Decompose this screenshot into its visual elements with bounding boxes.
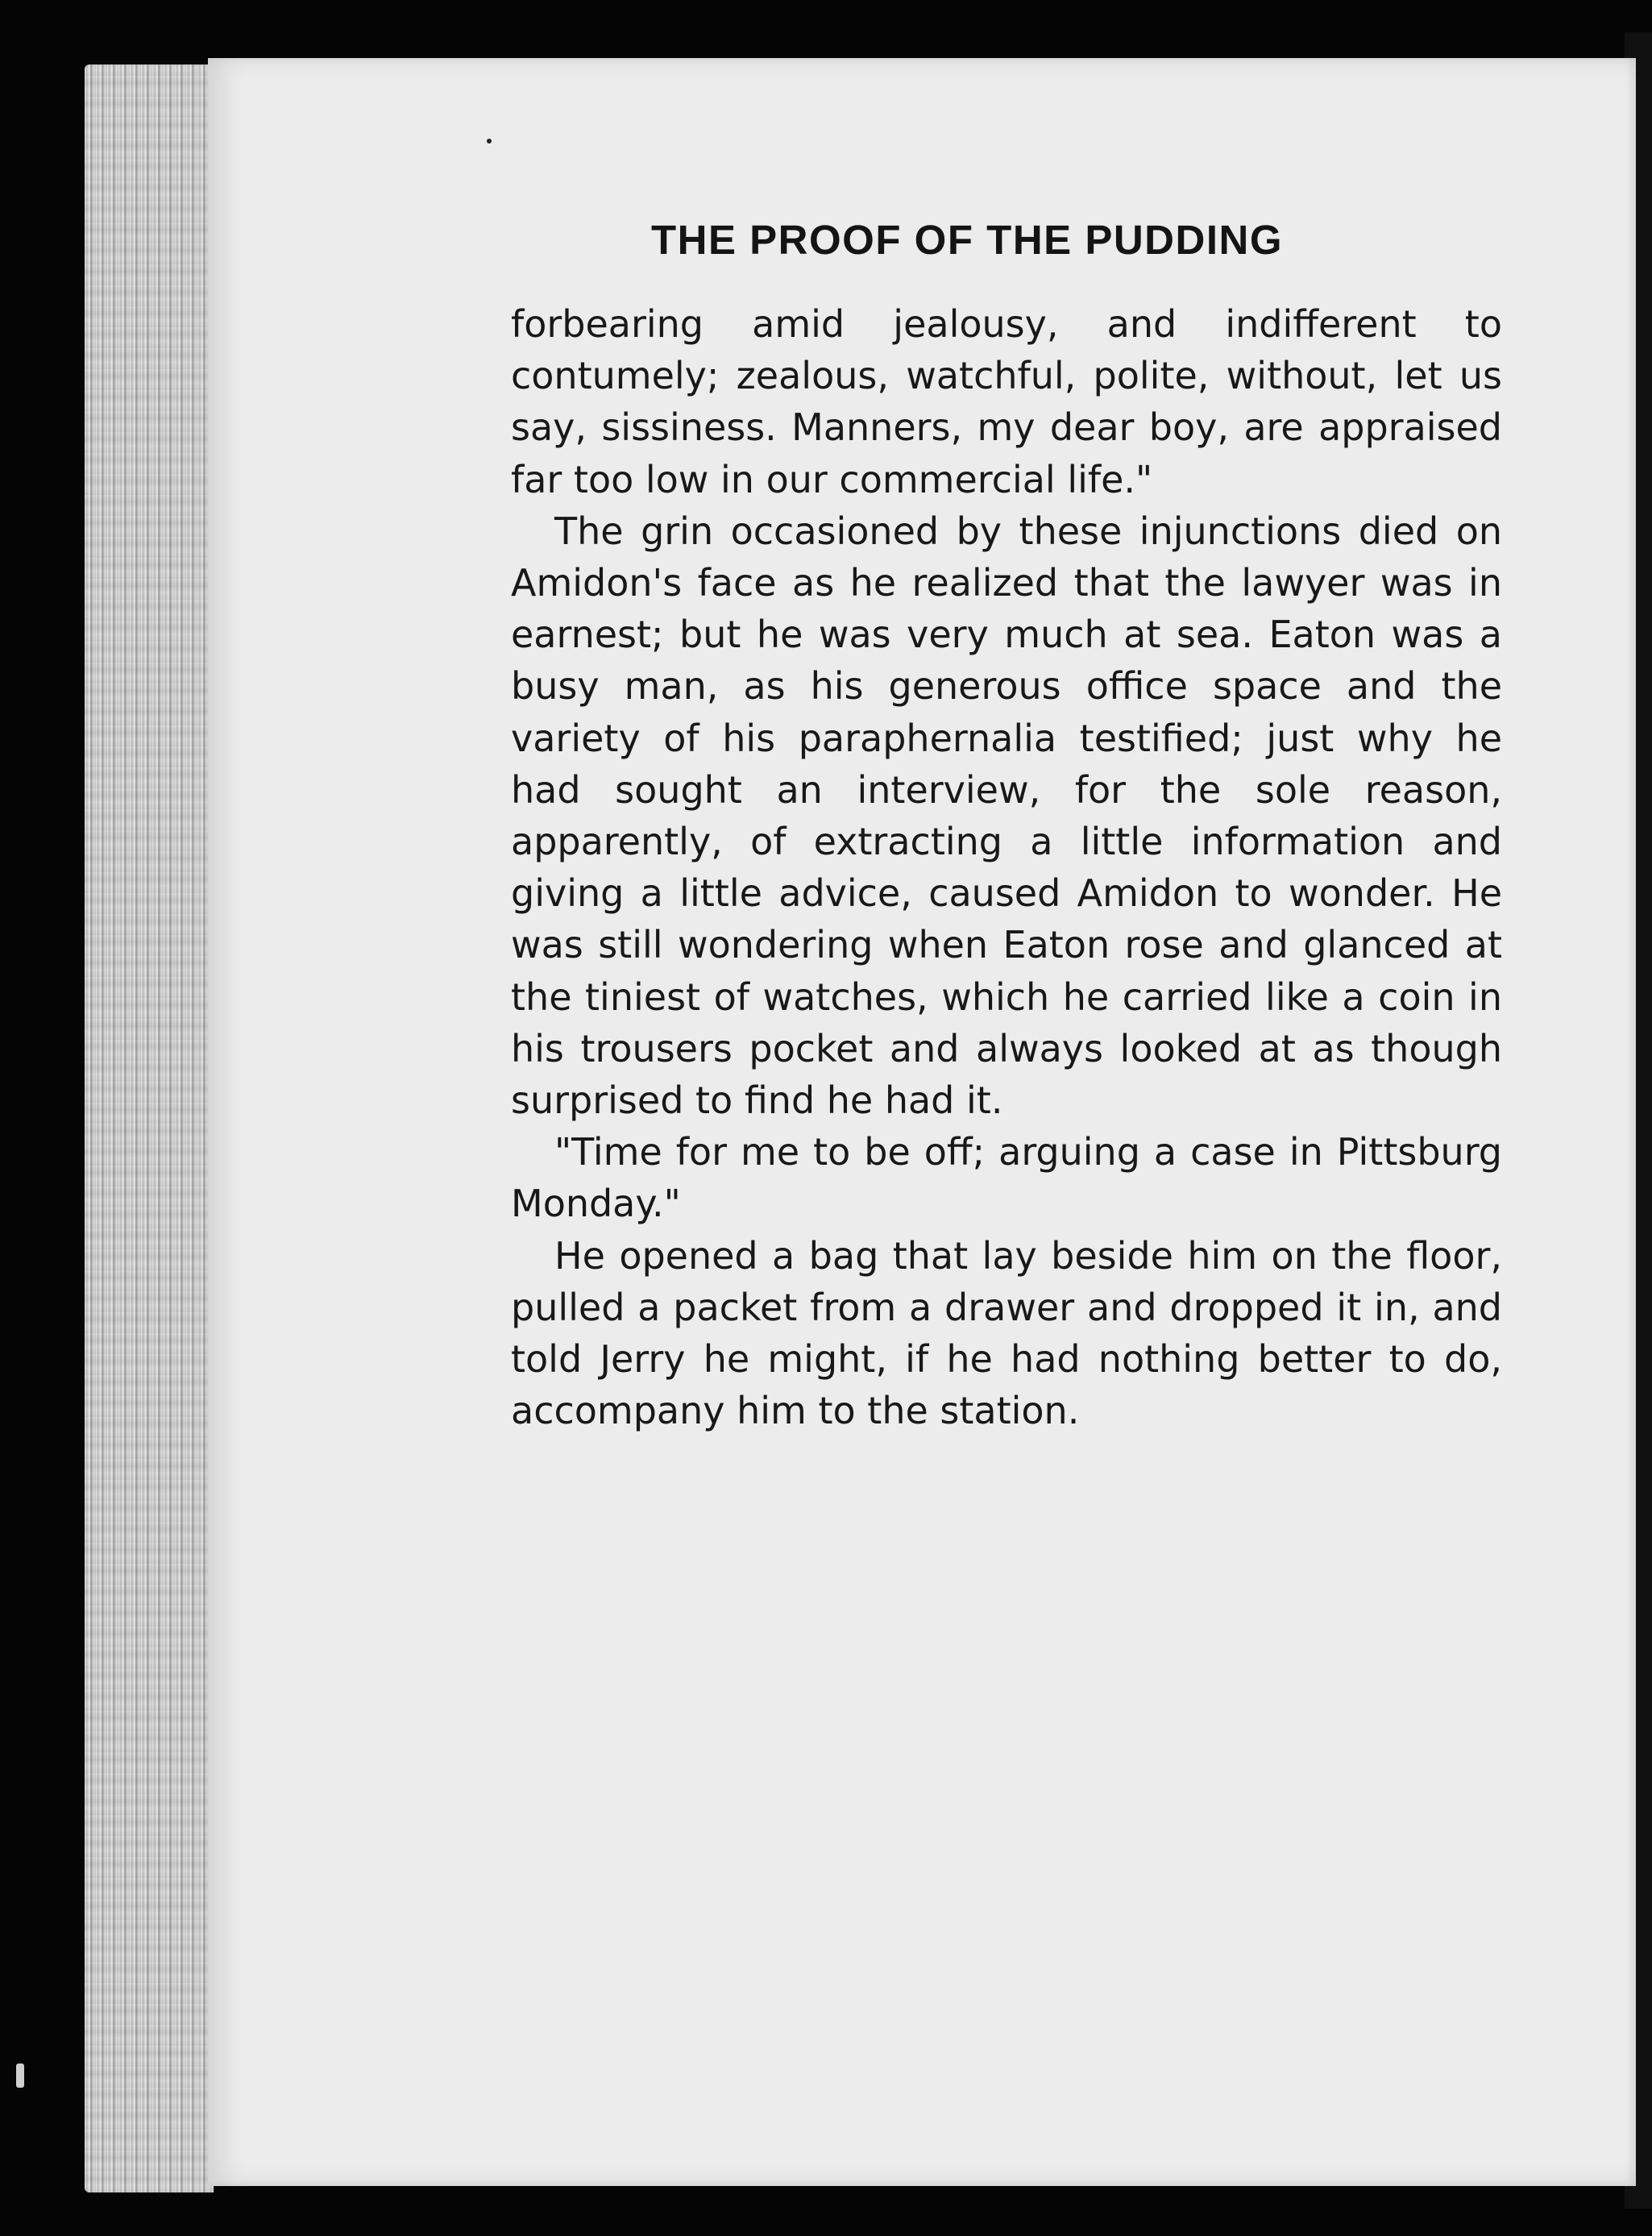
body-text: [511, 298, 1502, 1436]
paragraph: "Time for me to be off; arguing a case in Pittsburg Monday.": [511, 1130, 1502, 1226]
paragraph: forbearing amid jealousy, and indifferent to contumely; zealous, watchful, polite, without, let us say, sissiness. Manners, my dear boy, are appraised far too low in our commercial life.": [511, 302, 1502, 501]
page-edge-stack: [85, 64, 214, 2192]
speck: [487, 139, 492, 143]
speck: [16, 2064, 24, 2088]
paragraph: The grin occasioned by these injunctions died on Amidon's face as he realized that the lawyer was in earnest; but he was very much at sea. Eaton was a busy man, as his generous office space and the variety of his paraphernalia testified; just why he had sought an interview, for the sole reason, apparently, of extracting a little information and giving a little advice, caused Amidon to wonder. He was still wondering when Eaton rose and glanced at the tiniest of watches, which he carried like a coin in his trousers pocket and always looked at as though surprised to find he had it.: [511, 509, 1502, 1123]
running-head: THE PROOF OF THE PUDDING: [651, 217, 1284, 263]
paragraph: He opened a bag that lay beside him on the floor, pulled a packet from a drawer and dropped it in, and told Jerry he might, if he had nothing better to do, accompany him to the station.: [511, 1233, 1502, 1433]
